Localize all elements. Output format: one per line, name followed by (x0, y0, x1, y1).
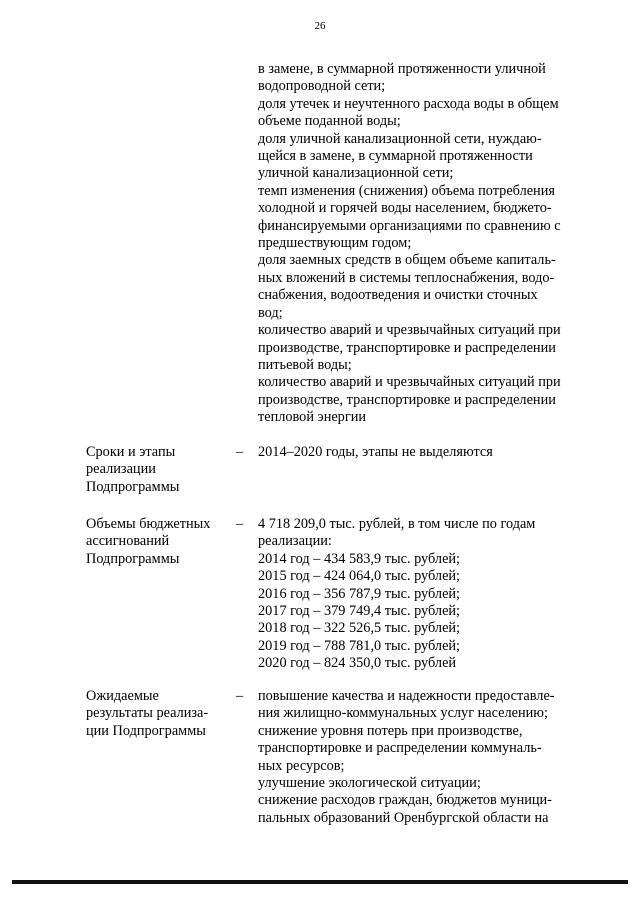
text-line: ния жилищно-коммунальных услуг населению; (258, 705, 548, 722)
dash-separator: – (236, 516, 244, 532)
text-line: доля заемных средств в общем объеме капиталь- (258, 252, 556, 269)
year-amount-line: 2016 год – 356 787,9 тыс. рублей; (258, 585, 461, 602)
label-line: результаты реализа- (86, 705, 209, 722)
text-line: ных вложений в системы теплоснабжения, водо- (258, 269, 555, 286)
text-line: количество аварий и чрезвычайных ситуаций при (258, 322, 561, 339)
text-line: финансируемыми организациями по сравнению с (258, 217, 561, 234)
text-line: щейся в замене, в суммарной протяженности (258, 148, 533, 165)
text-line: доля уличной канализационной сети, нуждаю- (258, 130, 542, 147)
text-line: доля утечек и неучтенного расхода воды в общем (258, 95, 559, 112)
label-line: ции Подпрограммы (86, 722, 206, 739)
text-line: холодной и горячей воды населением, бюджето- (258, 200, 552, 217)
year-amount-line: 2017 год – 379 749,4 тыс. рублей; (258, 603, 461, 620)
label-line: Ожидаемые (86, 688, 159, 704)
indicators-list (258, 61, 576, 427)
text-line: производстве, транспортировке и распределении (258, 391, 556, 408)
text-line: темп изменения (снижения) объема потребления (258, 182, 555, 199)
label-line: Сроки и этапы (86, 444, 176, 460)
text-line: снижение расходов граждан, бюджетов муници- (258, 792, 552, 809)
terms-label (86, 444, 236, 496)
text-line: объеме поданной воды; (258, 113, 401, 130)
year-amount-line: 2020 год – 824 350,0 тыс. рублей (258, 655, 457, 672)
text-line: повышение качества и надежности предоставле- (258, 688, 555, 704)
text-line: реализации: (258, 533, 332, 550)
year-amount-line: 2014 год – 434 583,9 тыс. рублей; (258, 550, 461, 567)
dash-separator: – (236, 444, 244, 460)
label-line: Объемы бюджетных (86, 516, 211, 532)
terms-value (258, 444, 576, 461)
label-line: Подпрограммы (86, 478, 180, 495)
text-line: вод; (258, 304, 283, 321)
text-line: снабжения, водоотведения и очистки сточных (258, 287, 538, 304)
text-line: производстве, транспортировке и распределении (258, 339, 556, 356)
year-amount-line: 2019 год – 788 781,0 тыс. рублей; (258, 637, 461, 654)
budget-value (258, 516, 576, 673)
text-line: водопроводной сети; (258, 78, 386, 95)
text-line: тепловой энергии (258, 409, 367, 426)
text-line: предшествующим годом; (258, 235, 412, 252)
results-value (258, 688, 576, 827)
text-line: в замене, в суммарной протяженности уличной (258, 61, 546, 77)
results-label (86, 688, 236, 740)
year-amount-line: 2015 год – 424 064,0 тыс. рублей; (258, 568, 461, 585)
text-line: пальных образований Оренбургской области на (258, 809, 549, 826)
text-line: 2014–2020 годы, этапы не выделяются (258, 444, 493, 460)
budget-label (86, 516, 236, 568)
label-line: Подпрограммы (86, 550, 180, 567)
text-line: ных ресурсов; (258, 757, 345, 774)
year-amount-line: 2018 год – 322 526,5 тыс. рублей; (258, 620, 461, 637)
text-line: снижение уровня потерь при производстве, (258, 722, 523, 739)
text-line: питьевой воды; (258, 356, 352, 373)
text-line: транспортировке и распределении коммуналь- (258, 740, 542, 757)
text-line: улучшение экологической ситуации; (258, 775, 481, 792)
text-line: количество аварий и чрезвычайных ситуаций при (258, 374, 561, 391)
page-number: 26 (314, 20, 326, 32)
bottom-rule (12, 880, 628, 884)
label-line: ассигнований (86, 533, 170, 550)
dash-separator: – (236, 688, 244, 704)
text-line: уличной канализационной сети; (258, 165, 454, 182)
text-line: 4 718 209,0 тыс. рублей, в том числе по годам (258, 516, 536, 532)
label-line: реализации (86, 461, 156, 478)
